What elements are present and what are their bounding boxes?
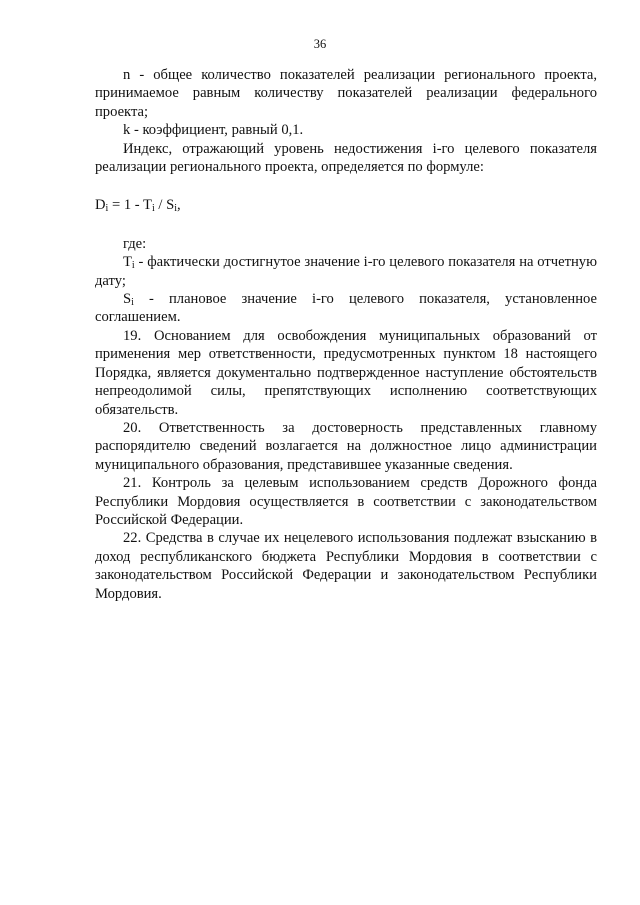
formula xyxy=(95,196,597,214)
paragraph-21: 21. Контроль за целевым использованием средств Дорожного фонда Республики Мордовия осуществляется в соответствии с законодательством Российской Федерации. xyxy=(95,475,597,528)
formula-slash: / S xyxy=(154,197,175,214)
formula-tail: , xyxy=(177,197,181,214)
n-definition: n - общее количество показателей реализации регионального проекта, принимаемое равным количеству показателей реализации федерального проекта; xyxy=(95,67,597,120)
formula-sub-1: i xyxy=(105,203,109,215)
formula-sub-2: i xyxy=(151,203,155,215)
formula-sub-3: i xyxy=(174,203,177,215)
t-symbol: T xyxy=(123,254,132,271)
index-intro: Индекс, отражающий уровень недостижения i-го целевого показателя реализации регионального проекта, определяется по формуле: xyxy=(95,140,597,176)
s-definition xyxy=(95,290,597,327)
k-definition: k - коэффициент, равный 0,1. xyxy=(123,122,304,139)
s-symbol: S xyxy=(123,291,132,308)
t-definition xyxy=(95,253,597,290)
where-label: где: xyxy=(123,235,147,252)
t-sub: i xyxy=(131,260,135,272)
s-definition-text: - плановое значение i-го целевого показателя, установленное соглашением. xyxy=(95,291,597,326)
t-definition-text: - фактически достигнутое значение i-го целевого показателя на отчетную дату; xyxy=(95,254,597,289)
formula-mid: = 1 - T xyxy=(108,197,152,214)
paragraph-19: 19. Основанием для освобождения муниципальных образований от применения мер ответственности, предусмотренных пунктом 18 настоящего Порядка, является документально подтвержденное наступление обстоятельств непреодолимой силы, препятствующих исполнению соответствующих обязательств. xyxy=(95,327,597,418)
page-number: 36 xyxy=(313,37,327,51)
document-body xyxy=(95,66,597,603)
formula-d: D xyxy=(95,197,106,214)
s-sub: i xyxy=(131,297,134,309)
paragraph-20: 20. Ответственность за достоверность представленных главному распорядителю сведений возлагается на должностное лицо администрации муниципального образования, представившее указанные сведения. xyxy=(95,419,597,473)
paragraph-22: 22. Средства в случае их нецелевого использования подлежат взысканию в доход республиканского бюджета Республики Мордовия в соответствии с законодательством Российской Федерации и законодательством Республики Мордовия. xyxy=(95,530,597,602)
